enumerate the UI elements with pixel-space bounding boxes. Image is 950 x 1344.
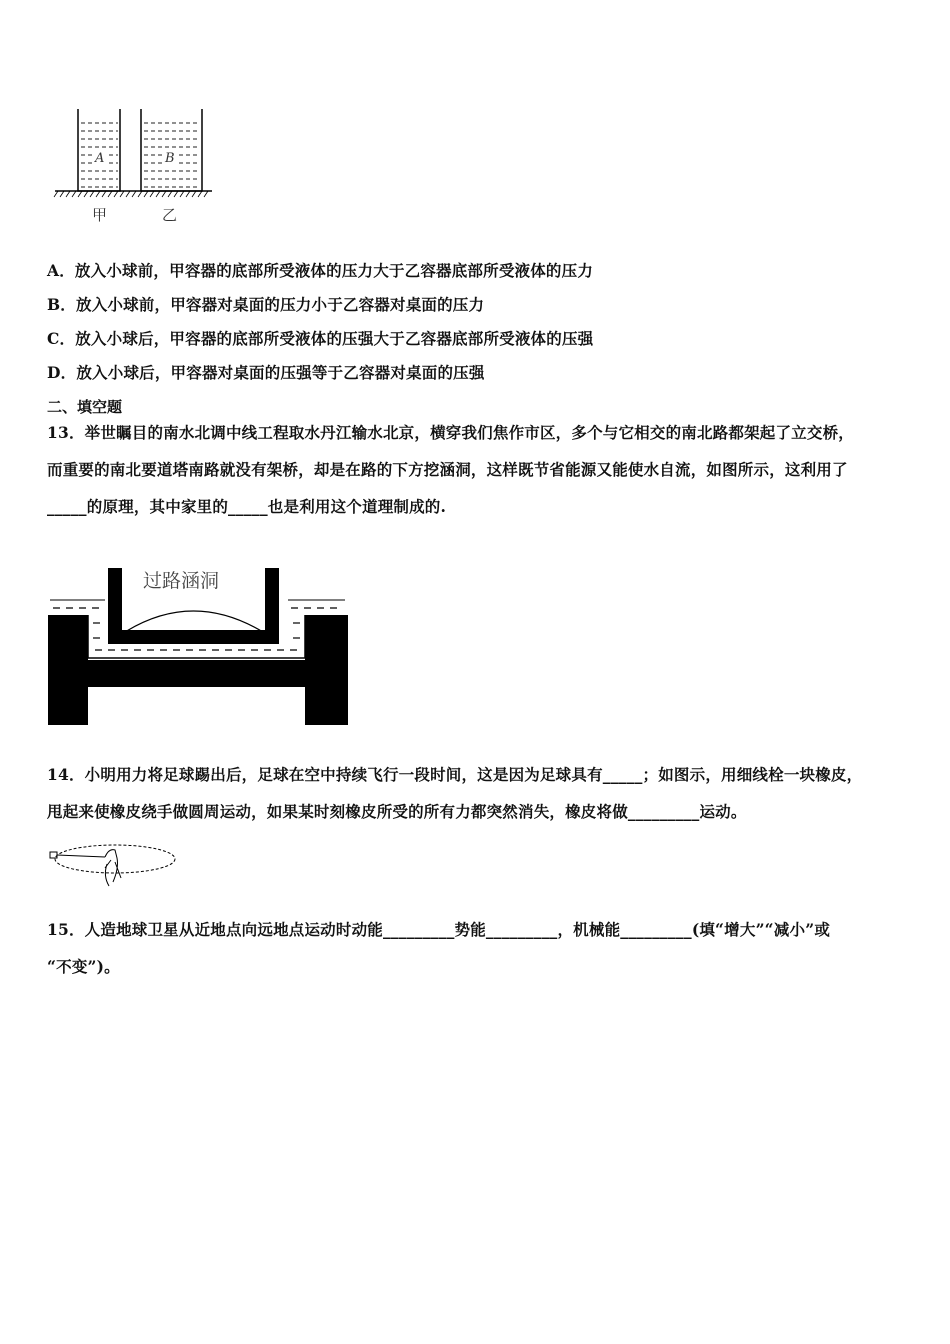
rubber-orbit-figure [45,838,180,893]
q14-line2: 甩起来使橡皮绕手做圆周运动，如果某时刻橡皮所受的所有力都突然消失，橡皮将做_________运动。 [47,802,747,821]
culvert-label: 过路涵洞 [143,570,220,592]
caption-yi: 乙 [162,206,178,224]
caption-jia: 甲 [92,206,108,224]
q12-option-d: D．放入小球后，甲容器对桌面的压强等于乙容器对桌面的压强 [47,363,485,382]
q13-line2: 而重要的南北要道塔南路就没有架桥，却是在路的下方挖涵洞，这样既节省能源又能使水自流，如图所示，这利用了 [47,460,848,479]
containers-figure [50,105,220,230]
ball-a-label: A [95,151,105,166]
q14-line1: 14．小明用力将足球踢出后，足球在空中持续飞行一段时间，这是因为足球具有_____；如图示，用细线栓一块橡皮， [47,765,863,784]
q15-line2: “不变”)。 [47,957,120,976]
q12-option-b: B．放入小球前，甲容器对桌面的压力小于乙容器对桌面的压力 [47,295,485,314]
q15-line1: 15．人造地球卫星从近地点向远地点运动时动能_________势能_________，机械能_________(填“增大”“减小”或 [47,920,831,939]
section-title: 二、填空题 [47,398,123,416]
containers-drawing [50,105,220,230]
rubber-orbit-drawing [45,838,180,893]
culvert-figure [45,560,355,730]
q12-option-c: C．放入小球后，甲容器的底部所受液体的压强大于乙容器底部所受液体的压强 [47,329,594,348]
q13-line1: 13．举世瞩目的南水北调中线工程取水丹江输水北京，横穿我们焦作市区，多个与它相交的南北路都架起了立交桥， [47,423,854,442]
q13-line3: _____的原理，其中家里的_____也是利用这个道理制成的. [47,497,447,516]
ball-b-label: B [165,151,175,166]
q12-option-a: A．放入小球前，甲容器的底部所受液体的压力大于乙容器底部所受液体的压力 [47,261,594,280]
